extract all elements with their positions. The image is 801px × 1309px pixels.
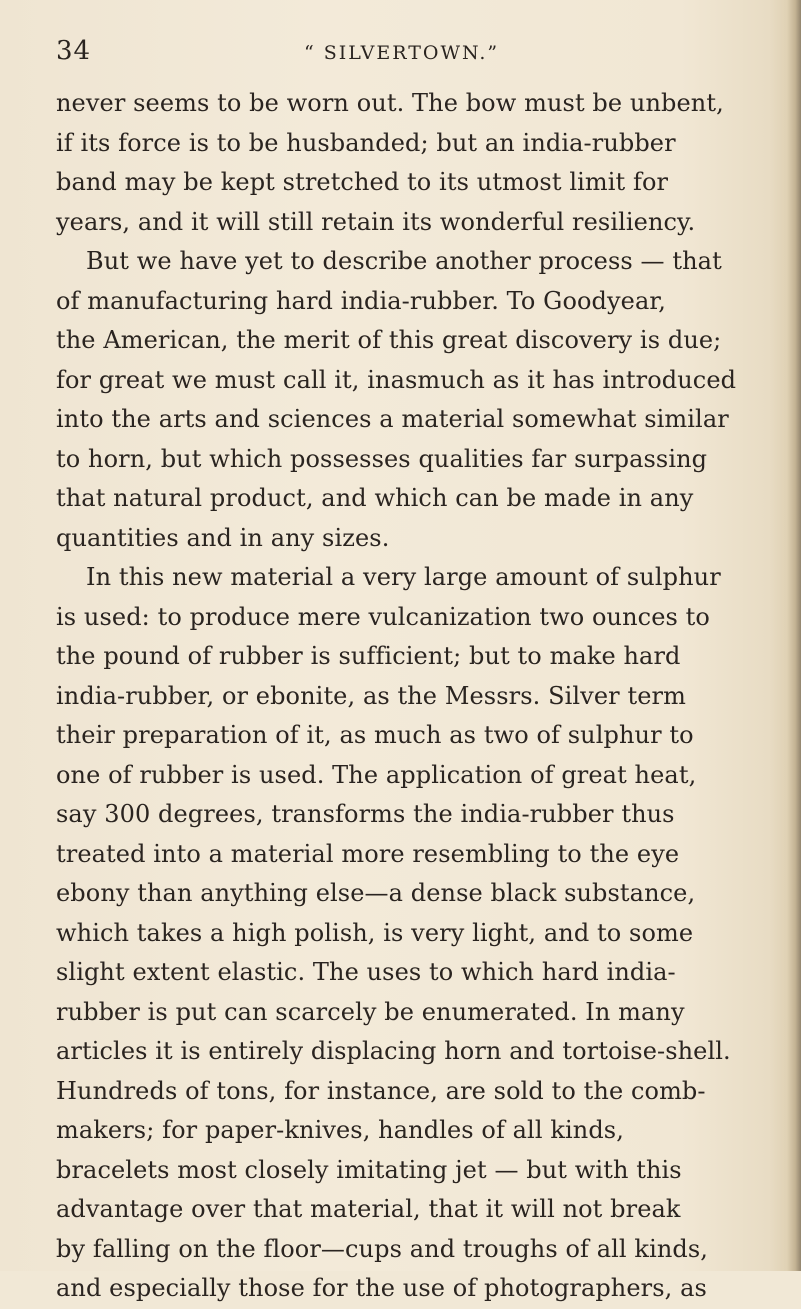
text-line: india-rubber, or ebonite, as the Messrs. Silver term [56, 681, 686, 710]
text-line: one of rubber is used. The application of great heat, [56, 760, 697, 789]
page-header [56, 36, 696, 76]
text-line: say 300 degrees, transforms the india-rubber thus [56, 800, 675, 828]
text-line: articles it is entirely displacing horn and tortoise-shell. [56, 1037, 731, 1065]
text-line: rubber is put can scarcely be enumerated. In many [56, 997, 685, 1026]
text-line: bracelets most closely imitating jet — but with this [56, 1155, 682, 1184]
running-title: “ SILVERTOWN.” [304, 42, 500, 64]
text-line: is used: to produce mere vulcanization two ounces to [56, 602, 710, 631]
text-line: the American, the merit of this great discovery is due; [56, 326, 722, 354]
text-line: advantage over that material, that it will not break [56, 1195, 681, 1223]
text-line: to horn, but which possesses qualities far surpassing [56, 444, 708, 473]
text-line: the pound of rubber is sufficient; but to make hard [56, 642, 681, 670]
page-binding-shadow [787, 0, 801, 1271]
body-text [56, 84, 766, 1309]
text-line: quantities and in any sizes. [56, 523, 390, 552]
text-line: Hundreds of tons, for instance, are sold to the comb- [56, 1076, 706, 1105]
text-line: which takes a high polish, is very light, and to some [56, 918, 694, 947]
text-line: of manufacturing hard india-rubber. To Goodyear, [56, 286, 667, 315]
text-line: slight extent elastic. The uses to which hard india- [56, 958, 676, 986]
page-number: 34 [56, 36, 92, 66]
text-line: for great we must call it, inasmuch as it has introduced [56, 365, 737, 394]
text-line: and especially those for the use of photographers, as [56, 1274, 707, 1302]
text-line: never seems to be worn out. The bow must be unbent, [56, 89, 724, 117]
text-line: band may be kept stretched to its utmost limit for [56, 168, 669, 196]
text-line: makers; for paper-knives, handles of all kinds, [56, 1116, 624, 1144]
text-line: treated into a material more resembling to the eye [56, 839, 680, 868]
text-line: But we have yet to describe another process — that [86, 247, 722, 275]
text-line: ebony than anything else—a dense black substance, [56, 879, 696, 907]
text-line: In this new material a very large amount of sulphur [86, 563, 721, 591]
text-line: by falling on the floor—cups and troughs of all kinds, [56, 1234, 709, 1263]
text-line: into the arts and sciences a material somewhat similar [56, 405, 729, 433]
text-line: years, and it will still retain its wonderful resiliency. [56, 207, 696, 236]
text-line: if its force is to be husbanded; but an india-rubber [56, 128, 676, 157]
text-line: their preparation of it, as much as two of sulphur to [56, 721, 694, 749]
text-line: that natural product, and which can be made in any [56, 484, 694, 512]
